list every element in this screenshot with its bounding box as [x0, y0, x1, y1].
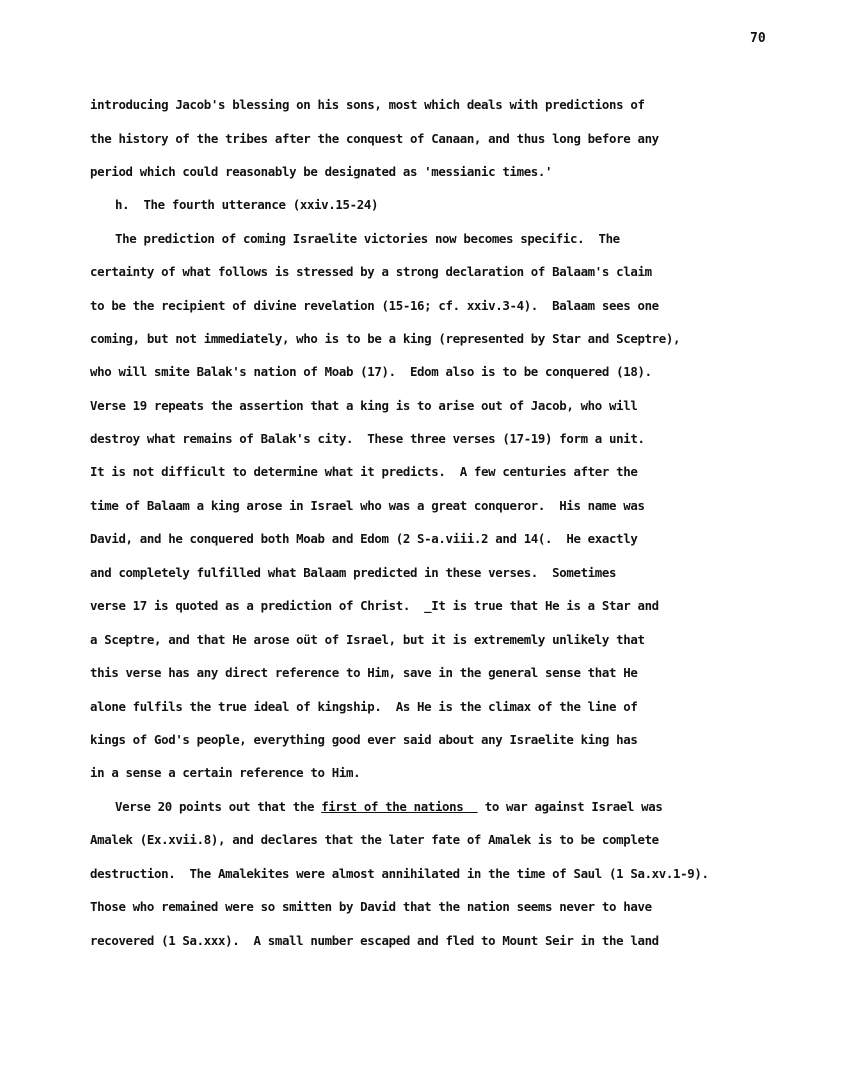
text-line: recovered (1 Sa.xxx). A small number escaped and fled to Mount Seir in the land — [90, 933, 659, 948]
text-line: and completely fulfilled what Balaam predicted in these verses. Sometimes — [90, 565, 617, 580]
page-number: 70 — [750, 31, 766, 46]
text-line — [115, 799, 662, 815]
text-line: in a sense a certain reference to Him. — [90, 765, 361, 780]
text-line: destroy what remains of Balak's city. These three verses (17-19) form a unit. — [90, 431, 645, 446]
text-segment: Verse 20 points out that the — [115, 799, 322, 814]
text-line: certainty of what follows is stressed by a strong declaration of Balaam's claim — [90, 264, 652, 279]
text-line: to be the recipient of divine revelation (15-16; cf. xxiv.3-4). Balaam sees one — [90, 298, 659, 313]
underlined-phrase: first of the nations — [321, 799, 478, 814]
text-segment: to war against Israel was — [477, 799, 663, 814]
text-line: time of Balaam a king arose in Israel who was a great conqueror. His name was — [90, 498, 645, 513]
text-line: David, and he conquered both Moab and Edom (2 S-a.viii.2 and 14(. He exactly — [90, 531, 638, 546]
text-line: coming, but not immediately, who is to be a king (represented by Star and Sceptre), — [90, 331, 681, 346]
text-line: who will smite Balak's nation of Moab (17). Edom also is to be conquered (18). — [90, 364, 652, 379]
text-line: Verse 19 repeats the assertion that a king is to arise out of Jacob, who will — [90, 398, 638, 413]
text-line: a Sceptre, and that He arose oüt of Israel, but it is extrememly unlikely that — [90, 632, 645, 647]
text-line: Amalek (Ex.xvii.8), and declares that the later fate of Amalek is to be complete — [90, 832, 659, 847]
text-line: destruction. The Amalekites were almost annihilated in the time of Saul (1 Sa.xv.1-9). — [90, 866, 709, 881]
text-line: this verse has any direct reference to Him, save in the general sense that He — [90, 665, 638, 680]
text-line: h. The fourth utterance (xxiv.15-24) — [115, 197, 379, 212]
text-line: introducing Jacob's blessing on his sons, most which deals with predictions of — [90, 97, 645, 112]
text-line: Those who remained were so smitten by David that the nation seems never to have — [90, 899, 652, 914]
text-line: the history of the tribes after the conquest of Canaan, and thus long before any — [90, 131, 659, 146]
text-line: alone fulfils the true ideal of kingship. As He is the climax of the line of — [90, 699, 638, 714]
text-line: period which could reasonably be designated as 'messianic times.' — [90, 164, 553, 179]
text-line: It is not difficult to determine what it predicts. A few centuries after the — [90, 464, 638, 479]
text-line: kings of God's people, everything good ever said about any Israelite king has — [90, 732, 638, 747]
text-line: verse 17 is quoted as a prediction of Christ. _It is true that He is a Star and — [90, 598, 659, 613]
text-line: The prediction of coming Israelite victories now becomes specific. The — [115, 231, 620, 246]
